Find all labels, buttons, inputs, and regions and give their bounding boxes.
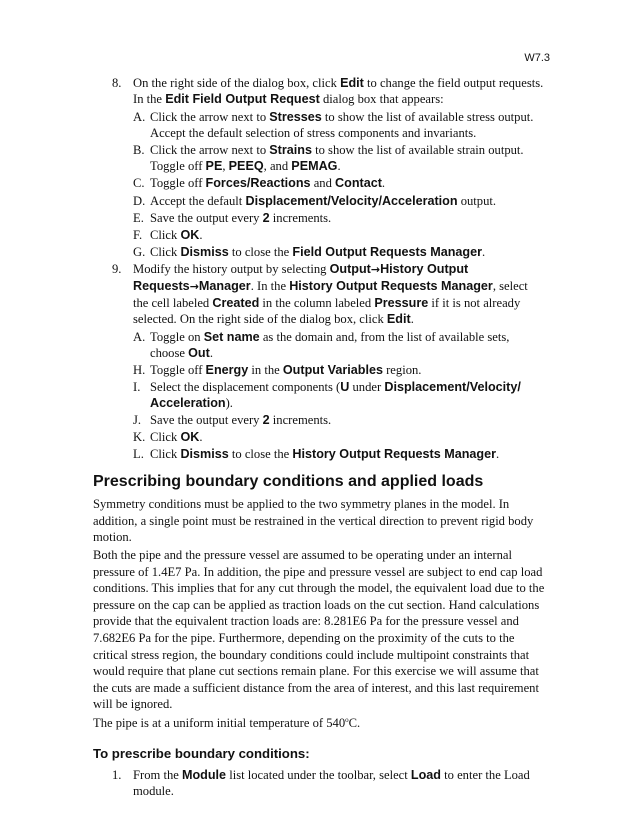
substep-text [150, 109, 533, 141]
bold-term: Stresses [269, 110, 322, 124]
text: in the [248, 363, 283, 377]
bold-term: Displacement/Velocity/ [384, 380, 521, 394]
bold-term: Field Output Requests Manager [292, 245, 483, 259]
text: selected. On the right side of the dialog box, click [133, 312, 387, 326]
text: . [482, 245, 486, 259]
bold-term: Pressure [374, 296, 429, 310]
paragraph-line: 7.682E6 Pa for the pipe. Furthermore, depending on the proximity of the cuts to the [93, 630, 515, 645]
bold-term: Dismiss [180, 447, 229, 461]
text: increments. [269, 211, 332, 225]
paragraph-line: critical stress region, the boundary conditions could include multipoint constraints that [93, 647, 530, 662]
substep-text [150, 379, 521, 411]
bold-term: PEMAG [291, 159, 338, 173]
text: . In the [250, 279, 290, 293]
substep-text [150, 193, 496, 209]
bold-term: OK [180, 228, 200, 242]
text: if it is not already [428, 296, 521, 310]
paragraph-line: would require that plane cut sections remain plane. For this exercise we will assume that [93, 664, 539, 679]
text: and [310, 176, 336, 190]
bold-term: Out [188, 346, 210, 360]
text: , and [263, 159, 292, 173]
bold-term: Contact [335, 176, 382, 190]
substep-text [150, 244, 485, 260]
text: in the column labeled [259, 296, 375, 310]
substep-text [150, 412, 331, 428]
bold-term: Edit [340, 76, 364, 90]
text: The pipe is at a uniform initial temperature of 540 [93, 716, 346, 730]
section-heading: Prescribing boundary conditions and applied loads [93, 473, 484, 490]
arrow-right-icon: → [370, 263, 381, 276]
substep-label: F. [133, 228, 143, 242]
text: From the [133, 768, 182, 782]
text: . [209, 346, 213, 360]
bold-term: Load [410, 768, 441, 782]
step-number: 1. [112, 768, 122, 782]
bold-term: Edit [386, 312, 411, 326]
bold-term: Requests [133, 279, 190, 293]
bold-term: 2 [262, 211, 270, 225]
text: . [410, 312, 414, 326]
substep-label: I. [133, 380, 141, 394]
substep-label: K. [133, 430, 146, 444]
paragraph-line: the cuts are made a sufficient distance from the area of interest, and this last requirement [93, 680, 539, 695]
substep-text [150, 210, 331, 226]
bold-term: Output Variables [282, 363, 383, 377]
paragraph-line: conditions. This implies that for any cut through the model, the equivalent load due to the [93, 581, 545, 596]
text: On the right side of the dialog box, click [133, 76, 341, 90]
paragraph-temperature [93, 715, 545, 732]
text: Click [150, 447, 181, 461]
text: list located under the toolbar, select [226, 768, 411, 782]
bold-term: Displacement/Velocity/Acceleration [245, 194, 458, 208]
paragraph-symmetry [93, 496, 545, 546]
paragraph-line: pressure of 1.4E7 Pa. In addition, the pipe and pressure vessel are subject to end cap load [93, 564, 543, 579]
substep-text [150, 227, 202, 243]
substep-label: E. [133, 211, 144, 225]
paragraph-line: will be ignored. [93, 697, 173, 712]
text: Toggle on [150, 330, 204, 344]
text: Click [150, 430, 181, 444]
text: Click [150, 228, 181, 242]
text: . [199, 228, 203, 242]
substep-label: A. [133, 330, 146, 344]
text: the cell labeled [133, 296, 213, 310]
substep-text [150, 175, 385, 191]
paragraph-line: addition, a single point must be restrained in the vertical direction to prevent rigid body [93, 513, 534, 528]
bold-term: Module [181, 768, 227, 782]
paragraph-line: provide that the equivalent traction loads are: 8.281E6 Pa for the pressure vessel and [93, 614, 519, 629]
bold-term: PEEQ [228, 159, 264, 173]
degree-superscript: o [345, 715, 349, 724]
text: Click [150, 245, 181, 259]
bold-term: Forces/Reactions [205, 176, 311, 190]
text: Click the arrow next to [150, 110, 270, 124]
substep-text [150, 429, 202, 445]
substep-label: A. [133, 110, 146, 124]
substep-label: B. [133, 143, 145, 157]
text: . [337, 159, 341, 173]
bold-term: Output [329, 262, 371, 276]
text: to close the [228, 245, 293, 259]
substep-label: L. [133, 447, 144, 461]
text: C. [348, 716, 361, 730]
text: . [199, 430, 203, 444]
substep-text [150, 362, 421, 378]
bold-term: PE [205, 159, 223, 173]
bold-term: OK [180, 430, 200, 444]
bold-term: U [340, 380, 350, 394]
substep-label: G. [133, 245, 146, 259]
bold-term: Edit Field Output Request [165, 92, 320, 106]
text: Modify the history output by selecting [133, 262, 330, 276]
text: . [381, 176, 386, 190]
bold-term: Strains [269, 143, 312, 157]
text: . [496, 447, 500, 461]
bold-term: History Output Requests Manager [289, 279, 493, 293]
text: Toggle off [150, 176, 206, 190]
bold-term: History Output Requests Manager [292, 447, 497, 461]
paragraph-line: Both the pipe and the pressure vessel are assumed to be operating under an internal [93, 548, 512, 562]
substep-text [150, 142, 524, 174]
substep-label: J. [133, 413, 142, 427]
substep-label: D. [133, 194, 146, 208]
step-number: 9. [112, 262, 122, 276]
paragraph-line: Symmetry conditions must be applied to the two symmetry planes in the model. In [93, 497, 510, 511]
bold-term: History Output [380, 262, 469, 276]
text: Accept the default [150, 194, 246, 208]
text: , select [492, 279, 528, 293]
substep-label: C. [133, 176, 145, 190]
step-text [133, 75, 543, 107]
text: to show the list of available stress output. [321, 110, 534, 124]
bold-term: Dismiss [180, 245, 229, 259]
step-number: 8. [112, 76, 122, 90]
text: In the [133, 92, 166, 106]
text: Select the displacement components ( [150, 380, 341, 394]
text: as the domain and, from the list of available sets, [259, 330, 510, 344]
text: Save the output every [150, 211, 263, 225]
paragraph-pressure [93, 547, 545, 713]
text: output. [457, 194, 497, 208]
step-text [133, 767, 530, 799]
bold-term: Created [212, 296, 260, 310]
text: choose [150, 346, 189, 360]
bold-term: Set name [203, 330, 260, 344]
text: Toggle off [150, 159, 206, 173]
text: to enter the Load [441, 768, 530, 782]
substep-label: H. [133, 363, 146, 377]
substep-text [150, 329, 509, 361]
paragraph-line: pressure on the cap can be applied as traction loads on the cut section. Hand calculations [93, 597, 540, 612]
text: Toggle off [150, 363, 206, 377]
text: dialog box that appears: [319, 92, 444, 106]
text: to change the field output requests. [363, 76, 544, 90]
arrow-right-icon: → [189, 280, 199, 293]
bold-term: Energy [205, 363, 249, 377]
text: increments. [269, 413, 332, 427]
page-number: W7.3 [524, 52, 550, 64]
text: Save the output every [150, 413, 263, 427]
text: , [222, 159, 229, 173]
text: to close the [228, 447, 293, 461]
bold-term: 2 [262, 413, 270, 427]
step-text [133, 261, 528, 327]
text: Click the arrow next to [150, 143, 270, 157]
text: module. [133, 784, 174, 798]
text: to show the list of available strain output. [311, 143, 524, 157]
bold-term: Manager [198, 279, 251, 293]
text: ). [225, 396, 233, 410]
text: under [349, 380, 385, 394]
subsection-heading: To prescribe boundary conditions: [93, 746, 310, 761]
paragraph-line: motion. [93, 530, 132, 545]
text: Accept the default selection of stress components and invariants. [150, 126, 477, 140]
text: region. [382, 363, 422, 377]
substep-text [150, 446, 499, 462]
bold-term: Acceleration [150, 396, 226, 410]
